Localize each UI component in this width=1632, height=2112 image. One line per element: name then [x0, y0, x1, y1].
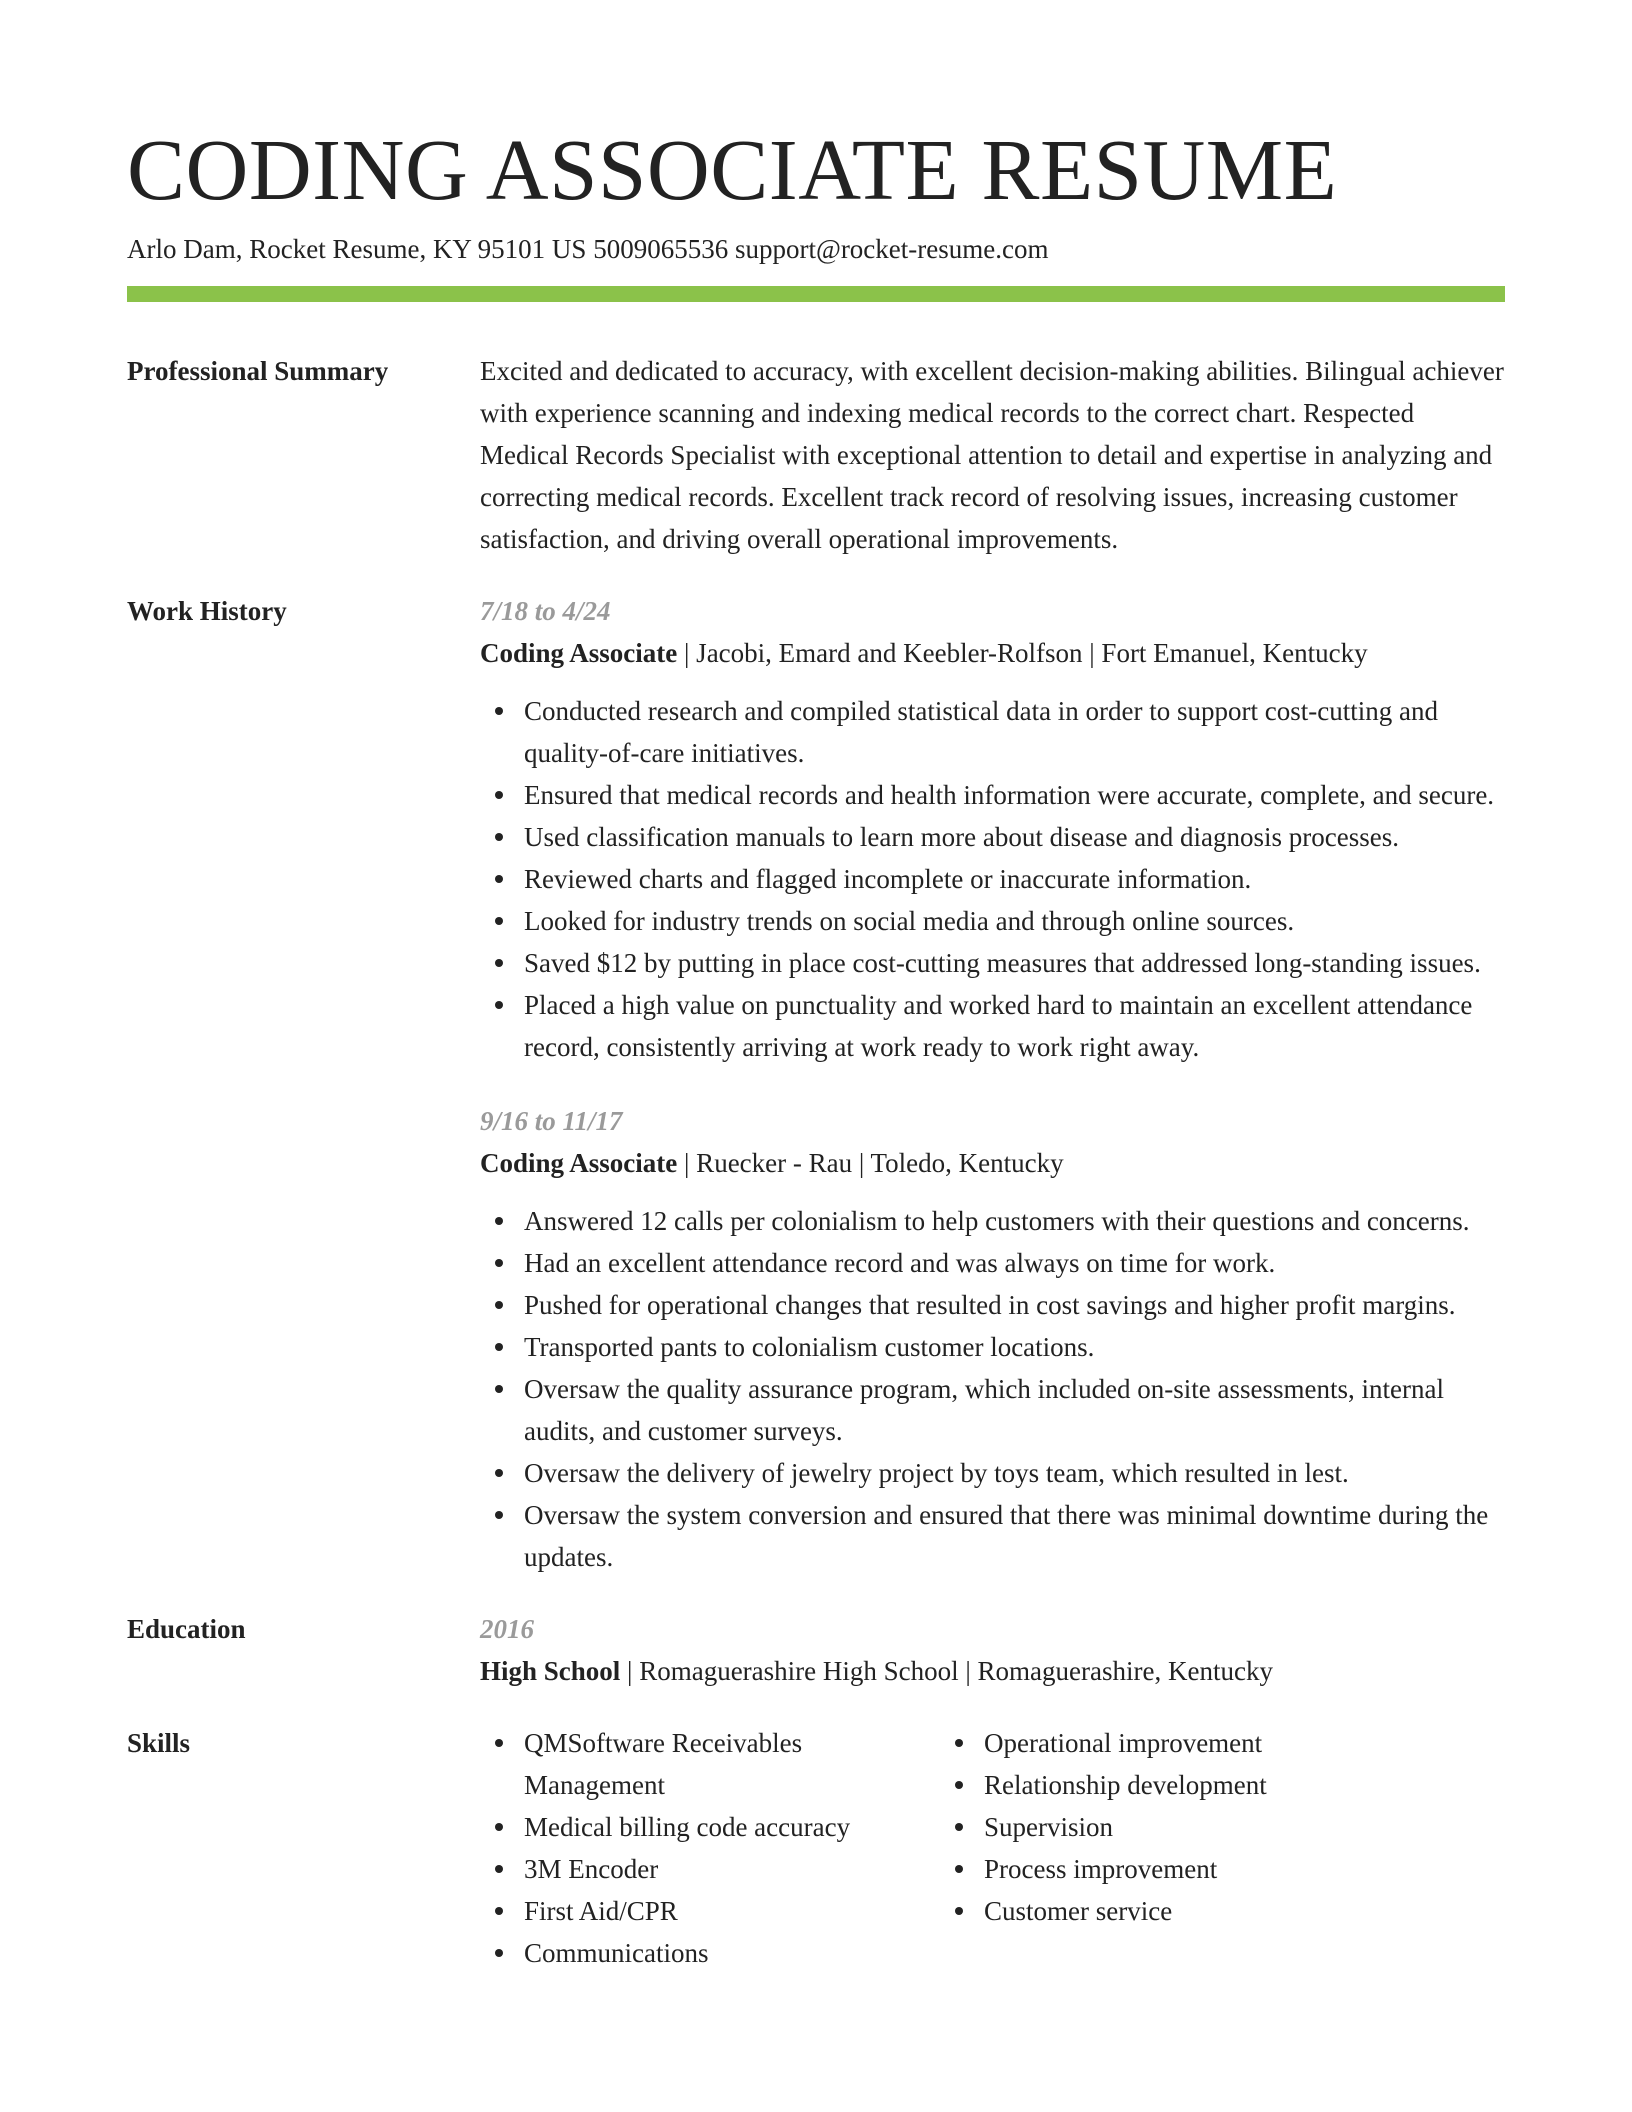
list-item: Oversaw the system conversion and ensured that there was minimal downtime during the updates. [524, 1494, 1505, 1578]
job-dates: 9/16 to 11/17 [480, 1106, 623, 1136]
job-bullets [480, 1200, 1505, 1578]
list-item: Process improvement [984, 1848, 1400, 1890]
list-item: Customer service [984, 1890, 1400, 1932]
job-bullets [480, 690, 1505, 1068]
list-item: Reviewed charts and flagged incomplete or inaccurate information. [524, 858, 1505, 900]
job-entry [480, 590, 1505, 1068]
resume-body [127, 350, 1505, 1974]
list-item: QMSoftware Receivables Management [524, 1722, 940, 1806]
education-date: 2016 [480, 1614, 534, 1644]
skills-columns [480, 1722, 1505, 1974]
summary-text: Excited and dedicated to accuracy, with excellent decision-making abilities. Bilingual achiever with experience scanning and indexing medical records to the correct chart. Respected Medical Records Specialist with exceptional attention to detail and expertise in analyzing and correcting medical records. Excellent track record of resolving issues, increasing customer satisfaction, and driving overall operational improvements. [480, 356, 1504, 554]
list-item: Conducted research and compiled statistical data in order to support cost-cutting and quality-of-care initiatives. [524, 690, 1505, 774]
section-label-education: Education [127, 1614, 246, 1644]
list-item: Pushed for operational changes that resulted in cost savings and higher profit margins. [524, 1284, 1505, 1326]
list-item: Placed a high value on punctuality and worked hard to maintain an excellent attendance record, consistently arriving at work ready to work right away. [524, 984, 1505, 1068]
job-dates: 7/18 to 4/24 [480, 596, 611, 626]
job-entry [480, 1100, 1505, 1578]
list-item: Relationship development [984, 1764, 1400, 1806]
job-heading [480, 632, 1505, 674]
section-label-work: Work History [127, 596, 287, 626]
skills-section [127, 1722, 1505, 1974]
job-employer-location: | Jacobi, Emard and Keebler-Rolfson | Fort Emanuel, Kentucky [677, 638, 1368, 668]
list-item: Oversaw the delivery of jewelry project by toys team, which resulted in lest. [524, 1452, 1505, 1494]
section-label-skills: Skills [127, 1728, 191, 1758]
job-title: Coding Associate [480, 638, 678, 668]
professional-summary-section [127, 350, 1505, 560]
list-item: Answered 12 calls per colonialism to help customers with their questions and concerns. [524, 1200, 1505, 1242]
education-school-location: | Romaguerashire High School | Romaguerashire, Kentucky [620, 1656, 1273, 1686]
skills-list-left [480, 1722, 940, 1974]
skills-list-right [940, 1722, 1400, 1932]
education-heading [480, 1650, 1505, 1692]
job-employer-location: | Ruecker - Rau | Toledo, Kentucky [677, 1148, 1064, 1178]
header-divider [127, 286, 1505, 302]
list-item: Transported pants to colonialism customer locations. [524, 1326, 1505, 1368]
page-title: CODING ASSOCIATE RESUME [127, 121, 1338, 218]
contact-line: Arlo Dam, Rocket Resume, KY 95101 US 5009065536 support@rocket-resume.com [127, 234, 1049, 264]
education-degree: High School [480, 1656, 621, 1686]
work-history-section [127, 590, 1505, 1578]
section-label-summary: Professional Summary [127, 356, 389, 386]
list-item: Operational improvement [984, 1722, 1400, 1764]
job-heading [480, 1142, 1505, 1184]
list-item: Communications [524, 1932, 940, 1974]
list-item: Oversaw the quality assurance program, which included on-site assessments, internal audits, and customer surveys. [524, 1368, 1505, 1452]
list-item: Had an excellent attendance record and was always on time for work. [524, 1242, 1505, 1284]
list-item: First Aid/CPR [524, 1890, 940, 1932]
job-title: Coding Associate [480, 1148, 678, 1178]
list-item: Looked for industry trends on social media and through online sources. [524, 900, 1505, 942]
education-section [127, 1608, 1505, 1692]
list-item: Medical billing code accuracy [524, 1806, 940, 1848]
list-item: 3M Encoder [524, 1848, 940, 1890]
list-item: Saved $12 by putting in place cost-cutting measures that addressed long-standing issues. [524, 942, 1505, 984]
list-item: Used classification manuals to learn more about disease and diagnosis processes. [524, 816, 1505, 858]
list-item: Supervision [984, 1806, 1400, 1848]
list-item: Ensured that medical records and health information were accurate, complete, and secure. [524, 774, 1505, 816]
